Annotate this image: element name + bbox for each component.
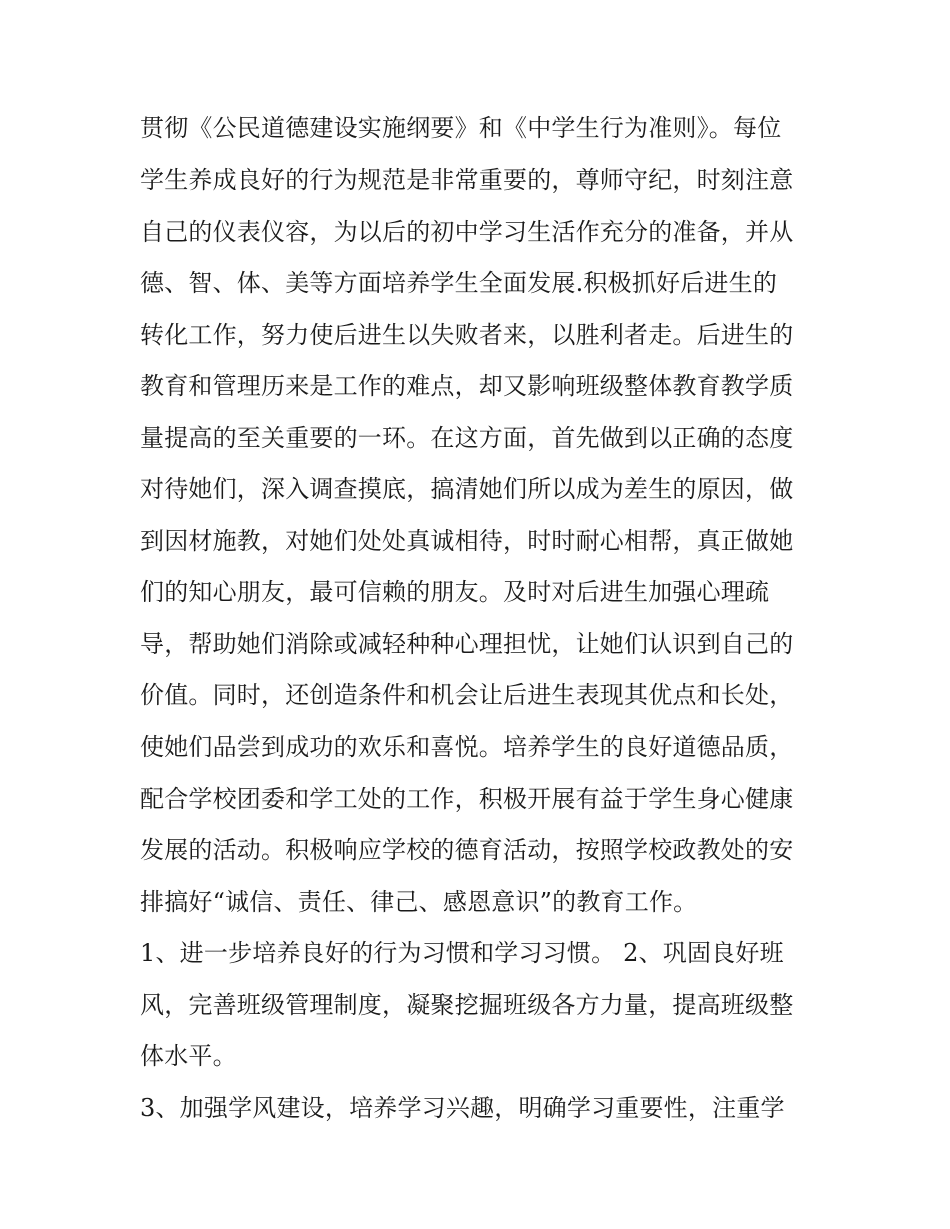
text-line: 们的知心朋友，最可信赖的朋友。及时对后进生加强心理疏: [140, 578, 770, 606]
text-line: 自己的仪表仪容，为以后的初中学习生活作充分的准备，并从: [140, 218, 794, 246]
text-line: 体水平。: [140, 1042, 237, 1070]
text-line: 使她们品尝到成功的欢乐和喜悦。培养学生的良好道德品质，: [140, 733, 794, 761]
text-line: 排搞好“诚信、责任、律己、感恩意识”的教育工作。: [140, 888, 698, 916]
text-line: 风，完善班级管理制度，凝聚挖掘班级各方力量，提高班级整: [140, 991, 794, 1019]
text-line: 配合学校团委和学工处的工作，积极开展有益于学生身心健康: [140, 785, 794, 813]
text-line: 价值。同时，还创造条件和机会让后进生表现其优点和长处，: [140, 681, 794, 709]
text-line: 1、进一步培养良好的行为习惯和学习习惯。 2、巩固良好班: [140, 939, 784, 967]
text-line: 发展的活动。积极响应学校的德育活动，按照学校政教处的安: [140, 836, 794, 864]
text-line: 学生养成良好的行为规范是非常重要的，尊师守纪，时刻注意: [140, 166, 794, 194]
text-line: 德、智、体、美等方面培养学生全面发展.积极抓好后进生的: [140, 269, 778, 297]
text-line: 3、加强学风建设，培养学习兴趣，明确学习重要性，注重学: [140, 1094, 785, 1122]
text-line: 到因材施教，对她们处处真诚相待，时时耐心相帮，真正做她: [140, 527, 794, 555]
text-line: 贯彻《公民道德建设实施纲要》和《中学生行为准则》。每位: [140, 114, 782, 142]
text-line: 教育和管理历来是工作的难点，却又影响班级整体教育教学质: [140, 372, 794, 400]
text-line: 转化工作，努力使后进生以失败者来，以胜利者走。后进生的: [140, 321, 794, 349]
text-line: 导，帮助她们消除或减轻种种心理担忧，让她们认识到自己的: [140, 630, 794, 658]
text-line: 对待她们，深入调查摸底，搞清她们所以成为差生的原因，做: [140, 475, 794, 503]
text-line: 量提高的至关重要的一环。在这方面，首先做到以正确的态度: [140, 424, 794, 452]
